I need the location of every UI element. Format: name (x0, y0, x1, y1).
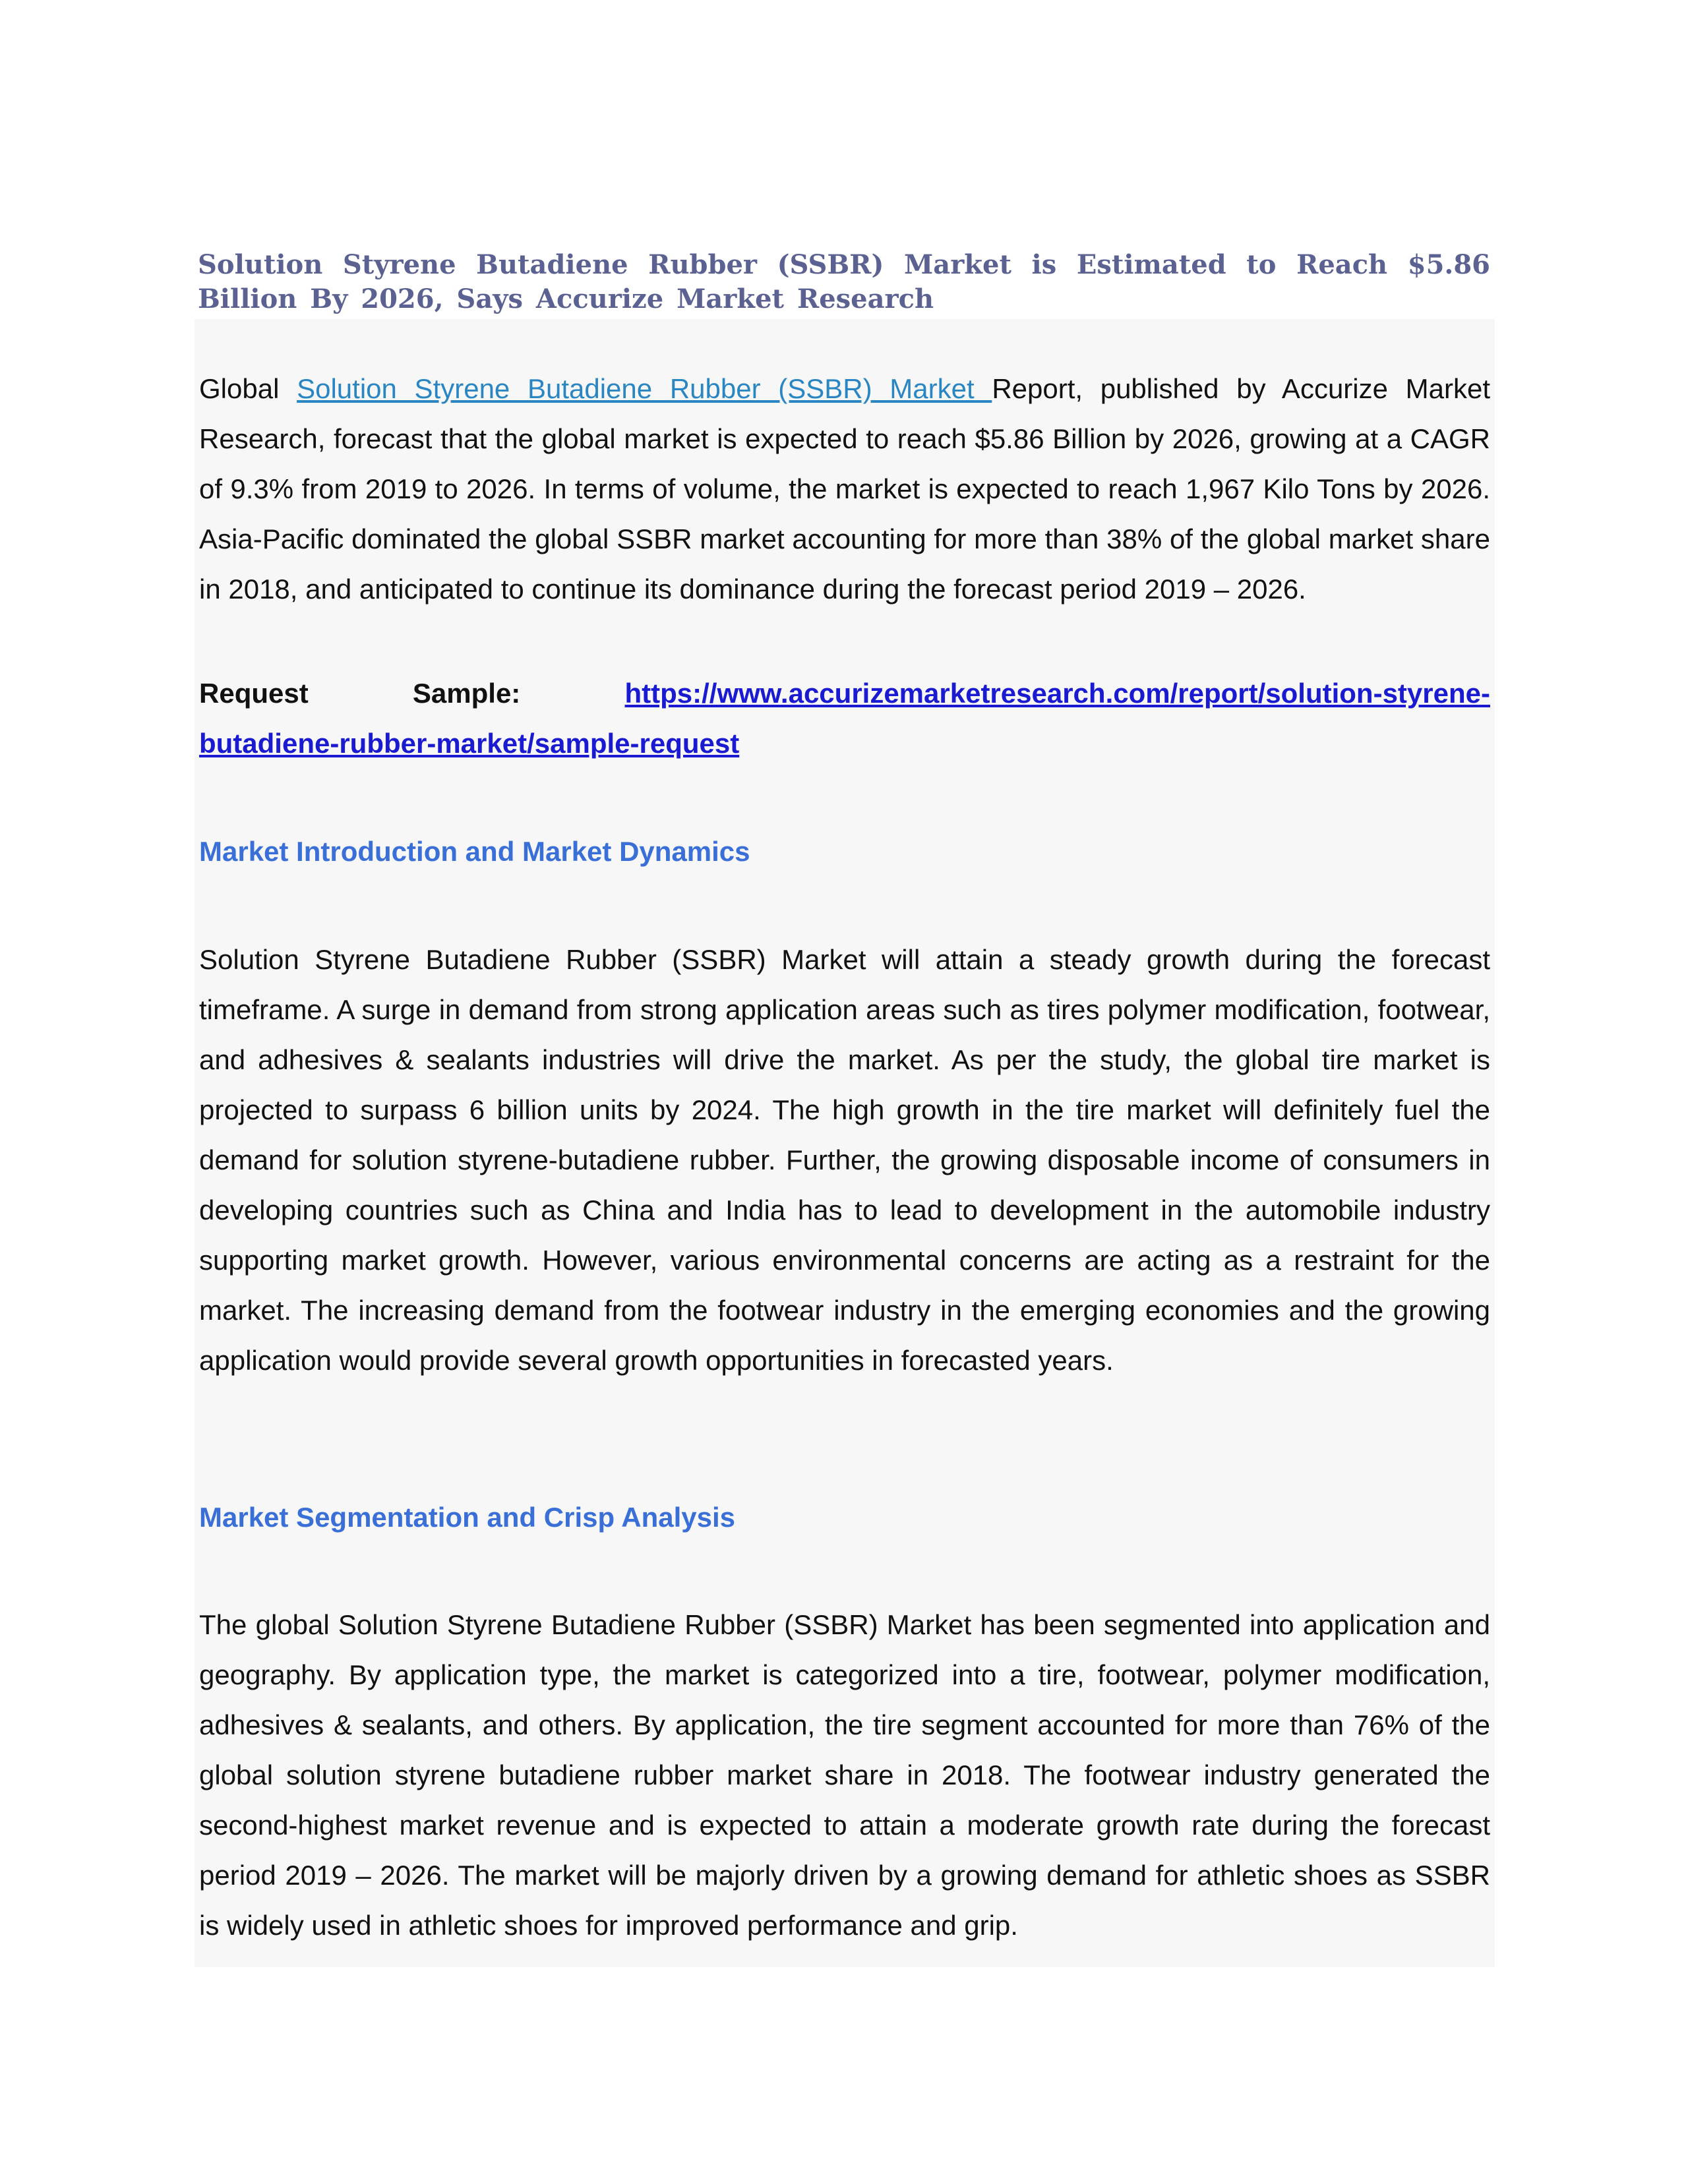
ssbr-market-link[interactable]: Solution Styrene Butadiene Rubber (SSBR) Market (297, 373, 992, 404)
section-heading-market-segmentation: Market Segmentation and Crisp Analysis (199, 1502, 735, 1533)
section-heading-market-dynamics: Market Introduction and Market Dynamics (199, 836, 750, 867)
sample-request-link-line-1[interactable]: https://www.accurizemarketresearch.com/report/solution-styrene- (624, 678, 1490, 709)
market-dynamics-paragraph: Solution Styrene Butadiene Rubber (SSBR) Market will attain a steady growth during the forecast timeframe. A surge in demand from strong application areas such as tires polymer modification, footwear, and adhesives & sealants industries will drive the market. As per the study, the global tire market is projected to surpass 6 billion units by 2024. The high growth in the tire market will definitely fuel the demand for solution styrene-butadiene rubber. Further, the growing disposable income of consumers in developing countries such as China and India has to lead to development in the automobile industry supporting market growth. However, various environmental concerns are acting as a restraint for the market. The increasing demand from the footwear industry in the emerging economies and the growing application would provide several growth opportunities in forecasted years. (199, 944, 1490, 1376)
sample-request-link-row-2 (199, 719, 1490, 769)
intro-text: Report, published by Accurize Market Research, forecast that the global market is expected to reach $5.86 Billion by 2026, growing at a CAGR of 9.3% from 2019 to 2026. In terms of volume, the market is expected to reach 1,967 Kilo Tons by 2026. Asia-Pacific dominated the global SSBR market accounting for more than 38% of the global market share in 2018, and anticipated to continue its dominance during the forecast period 2019 – 2026. (199, 373, 1491, 605)
page-title: Solution Styrene Butadiene Rubber (SSBR) Market is Estimated to Reach $5.86 Billion By 2026, Says Accurize Market Research (198, 249, 1490, 314)
sample-request-label-sample: Sample: (412, 678, 521, 709)
sample-request-row (199, 668, 1490, 719)
sample-request-label-request: Request (199, 678, 309, 709)
intro-paragraph (199, 364, 1490, 614)
market-segmentation-paragraph: The global Solution Styrene Butadiene Rubber (SSBR) Market has been segmented into application and geography. By application type, the market is categorized into a tire, footwear, polymer modification, adhesives & sealants, and others. By application, the tire segment accounted for more than 76% of the global solution styrene butadiene rubber market share in 2018. The footwear industry generated the second-highest market revenue and is expected to attain a moderate growth rate during the forecast period 2019 – 2026. The market will be majorly driven by a growing demand for athletic shoes as SSBR is widely used in athletic shoes for improved performance and grip. (199, 1609, 1490, 1941)
intro-lead: Global (199, 373, 297, 404)
sample-request-link-line-2[interactable]: butadiene-rubber-market/sample-request (199, 728, 740, 759)
sample-request-block (199, 668, 1490, 769)
